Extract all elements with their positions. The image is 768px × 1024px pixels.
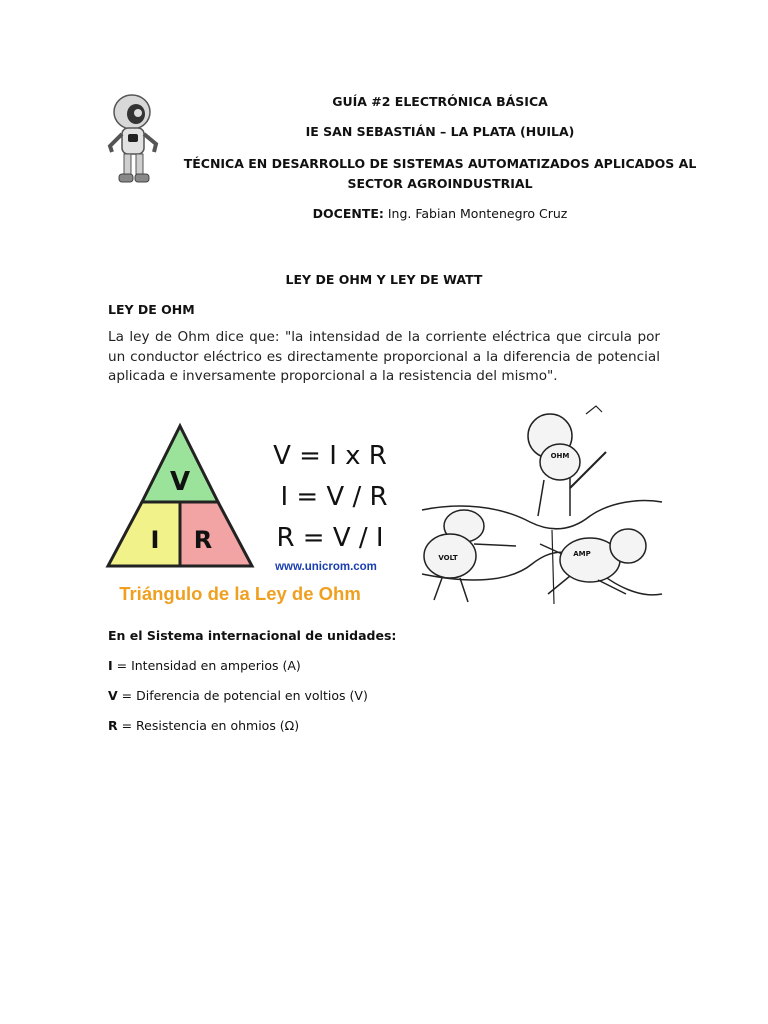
triangle-i-label: I: [150, 526, 160, 554]
unit-i-row: [108, 658, 301, 673]
triangle-left-section: [108, 502, 180, 566]
cartoon-amp-label: AMP: [573, 550, 591, 558]
unit-r-row: [108, 718, 299, 733]
ohm-law-definition: La ley de Ohm dice que: "la intensidad de la corriente eléctrica que circula por un conductor eléctrico es directamente proporcional a la diferencia de potencial aplicada e inversamente proporcional a la resistencia del mismo".: [108, 329, 660, 384]
header-docente: [150, 206, 730, 221]
ohm-triangle-figure: [100, 414, 400, 610]
header-guide-title: GUÍA #2 ELECTRÓNICA BÁSICA: [332, 94, 548, 109]
section-title: LEY DE OHM Y LEY DE WATT: [285, 272, 483, 287]
units-intro: En el Sistema internacional de unidades:: [108, 628, 397, 643]
formula-v: V = I x R: [273, 441, 387, 471]
unit-r-text: = Resistencia en ohmios (Ω): [117, 718, 300, 733]
unit-v-key: V: [108, 688, 118, 703]
unit-v-row: [108, 688, 368, 703]
triangle-v-label: V: [169, 467, 191, 497]
ohm-volt-amp-cartoon: [420, 398, 664, 610]
triangle-r-label: R: [193, 526, 213, 554]
unit-i-key: I: [108, 658, 113, 673]
formula-i: I = V / R: [280, 482, 388, 512]
header-program: [150, 154, 730, 194]
formula-r: R = V / I: [276, 523, 384, 553]
triangle-right-section: [180, 502, 252, 566]
triangle-caption: Triángulo de la Ley de Ohm: [119, 583, 361, 604]
unit-r-key: R: [108, 718, 118, 733]
unicrom-site: www.unicrom.com: [275, 561, 377, 573]
unit-v-text: = Diferencia de potencial en voltios (V): [117, 688, 368, 703]
cartoon-ohm-label: OHM: [550, 452, 570, 460]
unit-i-text: = Intensidad en amperios (A): [112, 658, 301, 673]
header-program-line1: TÉCNICA EN DESARROLLO DE SISTEMAS AUTOMATIZADOS APLICADOS AL: [183, 156, 697, 171]
docente-name: Ing. Fabian Montenegro Cruz: [383, 206, 568, 221]
cartoon-volt-label: VOLT: [438, 554, 458, 562]
subheading: LEY DE OHM: [108, 302, 195, 317]
header-program-line2: SECTOR AGROINDUSTRIAL: [347, 176, 533, 191]
header-school: IE SAN SEBASTIÁN – LA PLATA (HUILA): [305, 124, 575, 139]
docente-label: DOCENTE:: [312, 206, 384, 221]
